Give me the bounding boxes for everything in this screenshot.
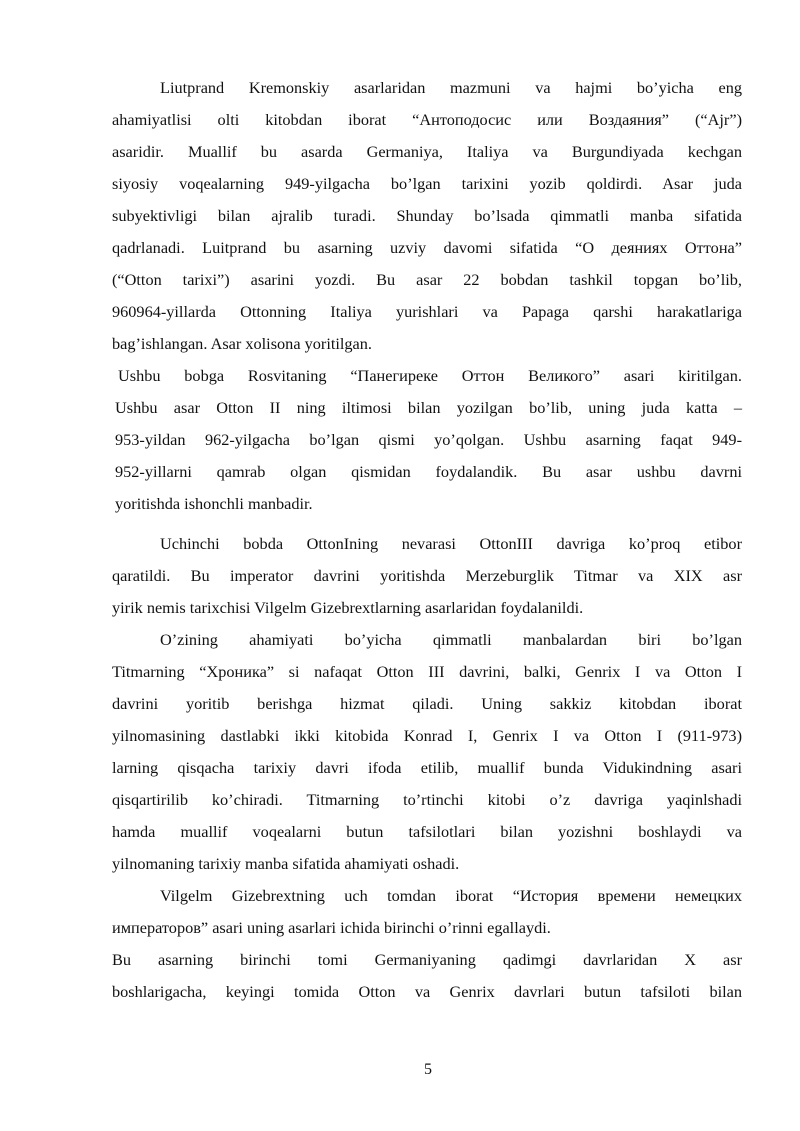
text-line: 952-yillarni qamrab olgan qismidan foydalandik. Bu asar ushbu davrni xyxy=(115,462,742,481)
text-line: yirik nemis tarixchisi Vilgelm Gizebrextlarning asarlaridan foydalanildi. xyxy=(112,598,584,617)
text-line: Uchinchi bobda OttonIning nevarasi OttonIII davriga ko’proq etibor xyxy=(160,534,742,553)
page-number xyxy=(0,1060,800,1080)
text-line: yoritishda ishonchli manbadir. xyxy=(115,494,313,513)
text-line: larning qisqacha tarixiy davri ifoda etilib, muallif bunda Vidukindning asari xyxy=(112,758,742,777)
text-line: Ushbu bobga Rosvitaning “Панегиреке Оттон Великого” asari kiritilgan. xyxy=(118,366,742,385)
text-line: yilnomaning tarixiy manba sifatida ahamiyati oshadi. xyxy=(112,854,460,873)
text-body xyxy=(112,72,742,1008)
paragraph-3 xyxy=(112,528,742,624)
page-number-label: 5 xyxy=(424,1061,432,1078)
paragraph-4 xyxy=(112,624,742,880)
text-line: 953-yildan 962-yilgacha bo’lgan qismi yo’qolgan. Ushbu asarning faqat 949- xyxy=(115,430,742,449)
text-line: Titmarning “Хроника” si nafaqat Otton III davrini, balki, Genrix I va Otton I xyxy=(112,662,742,681)
text-line: Vilgelm Gizebrextning uch tomdan iborat “История времени немецких xyxy=(160,886,742,905)
text-line: bag’ishlangan. Asar xolisona yoritilgan. xyxy=(112,334,372,353)
paragraph-2 xyxy=(112,360,742,520)
text-line: Liutprand Kremonskiy asarlaridan mazmuni va hajmi bo’yicha eng xyxy=(160,78,742,97)
text-line: davrini yoritib berishga hizmat qiladi. Uning sakkiz kitobdan iborat xyxy=(112,694,742,713)
text-line: qisqartirilib ko’chiradi. Titmarning to’rtinchi kitobi o’z davriga yaqinlshadi xyxy=(112,790,742,809)
text-line: Bu asarning birinchi tomi Germaniyaning qadimgi davrlaridan X asr xyxy=(112,950,742,969)
text-line: boshlarigacha, keyingi tomida Otton va Genrix davrlari butun tafsiloti bilan xyxy=(112,982,742,1001)
text-line: qaratildi. Bu imperator davrini yoritishda Merzeburglik Titmar va XIX asr xyxy=(112,566,742,585)
text-line: hamda muallif voqealarni butun tafsilotlari bilan yozishni boshlaydi va xyxy=(112,822,742,841)
text-line: ahamiyatlisi olti kitobdan iborat “Антоподосис или Воздаяния” (“Ajr”) xyxy=(112,110,742,129)
text-line: O’zining ahamiyati bo’yicha qimmatli manbalardan biri bo’lgan xyxy=(160,630,742,649)
text-line: qadrlanadi. Luitprand bu asarning uzviy davomi sifatida “О деяниях Оттона” xyxy=(112,238,742,257)
text-line: subyektivligi bilan ajralib turadi. Shunday bo’lsada qimmatli manba sifatida xyxy=(112,206,742,225)
paragraph-6 xyxy=(112,944,742,1008)
text-line: Ushbu asar Otton II ning iltimosi bilan yozilgan bo’lib, uning juda katta – xyxy=(115,398,742,417)
paragraph-1 xyxy=(112,72,742,360)
text-line: siyosiy voqealarning 949-yilgacha bo’lgan tarixini yozib qoldirdi. Asar juda xyxy=(112,174,742,193)
text-line: 960964-yillarda Ottonning Italiya yurishlari va Papaga qarshi harakatlariga xyxy=(112,302,742,321)
paragraph-5 xyxy=(112,880,742,944)
text-line: императоров” asari uning asarlari ichida birinchi o’rinni egallaydi. xyxy=(112,918,551,937)
text-line: yilnomasining dastlabki ikki kitobida Konrad I, Genrix I va Otton I (911-973) xyxy=(112,726,742,745)
text-line: asaridir. Muallif bu asarda Germaniya, Italiya va Burgundiyada kechgan xyxy=(112,142,742,161)
text-line: (“Otton tarixi”) asarini yozdi. Bu asar 22 bobdan tashkil topgan bo’lib, xyxy=(112,270,742,289)
